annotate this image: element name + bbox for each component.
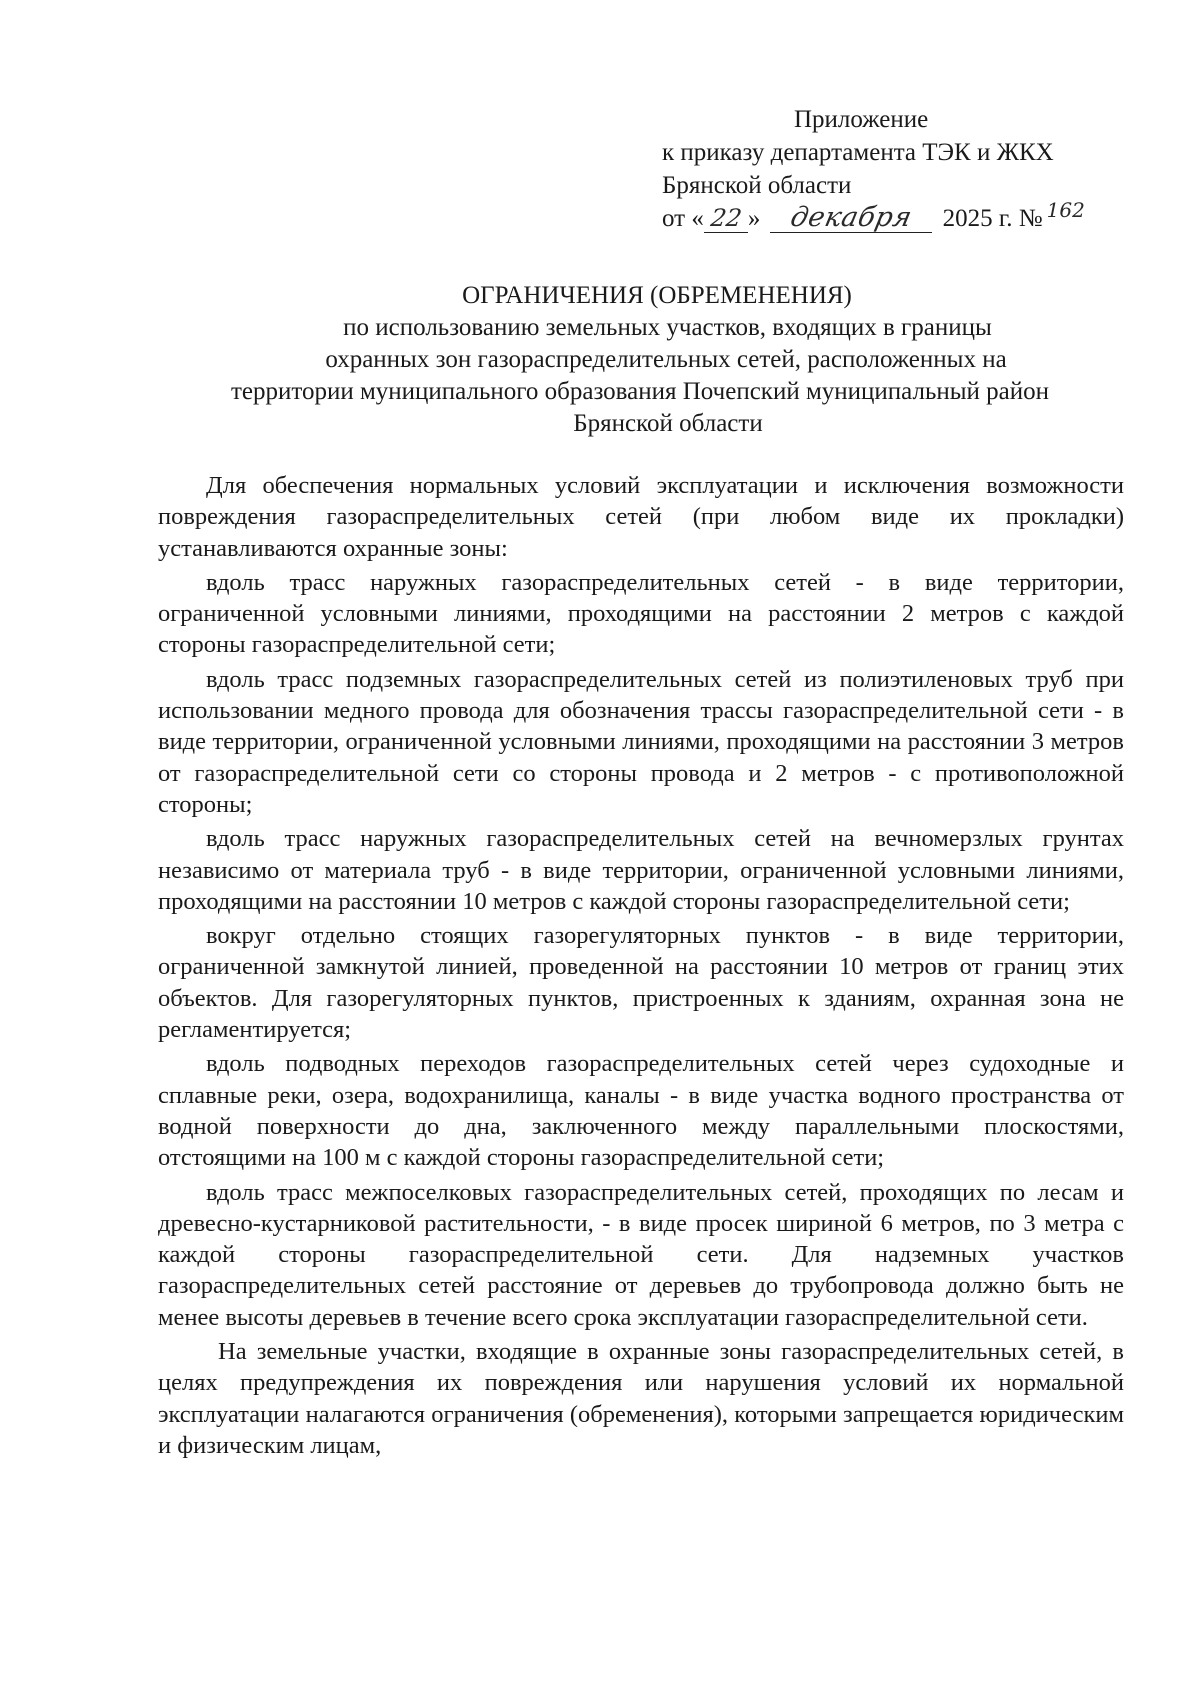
heading-subtitle-line-3: территории муниципального образования Почепский муниципальный район [230,378,1050,405]
document-body [158,470,1124,1464]
order-number-handwritten: 162 [1046,198,1085,222]
body-paragraph: На земельные участки, входящие в охранные зоны газораспределительных сетей, в целях предупреждения их повреждения или нарушения условий их нормальной эксплуатации налагаются ограничения (обременения), которыми запрещается юридическим и физическим лицам, [158,1338,1124,1459]
date-month-field [770,202,932,233]
date-day-handwritten: 22 [708,204,744,232]
body-paragraph: вокруг отдельно стоящих газорегуляторных пунктов - в виде территории, ограниченной замкнутой линией, проведенной на расстоянии 10 метров от границ этих объектов. Для газорегуляторных пунктов, пристроенных к зданиям, охранная зона не регламентируется; [158,922,1124,1044]
date-day-field [704,205,748,233]
date-prefix: от « [662,205,704,232]
appendix-label: Приложение [794,106,929,133]
appendix-date-line [662,198,1085,236]
date-year: 2025 г. № [942,205,1043,232]
document-heading [150,280,1130,440]
appendix-region: Брянской области [662,172,852,199]
body-paragraph: вдоль трасс наружных газораспределительных сетей на вечномерзлых грунтах независимо от материала труб - в виде территории, ограниченной условными линиями, проходящими на расстоянии 10 метров с каждой стороны газораспределительной сети; [158,825,1124,915]
heading-subtitle-line-2: охранных зон газораспределительных сетей, расположенных на [325,346,1007,373]
document-title: ОГРАНИЧЕНИЯ (ОБРЕМЕНЕНИЯ) [462,282,852,309]
appendix-header [662,103,1085,236]
date-month-handwritten: декабря [787,202,915,233]
date-mid: » [747,205,761,232]
body-paragraph: Для обеспечения нормальных условий эксплуатации и исключения возможности повреждения газораспределительных сетей (при любом виде их прокладки) устанавливаются охранные зоны: [158,472,1124,562]
body-paragraph: вдоль трасс наружных газораспределительных сетей - в виде территории, ограниченной условными линиями, проходящими на расстоянии 2 метров с каждой стороны газораспределительной сети; [158,568,1124,659]
heading-subtitle-line-1: по использованию земельных участков, входящих в границы [343,314,992,341]
heading-subtitle-line-4: Брянской области [573,410,763,437]
appendix-order-ref: к приказу департамента ТЭК и ЖКХ [662,139,1054,166]
body-paragraph: вдоль подводных переходов газораспределительных сетей через судоходные и сплавные реки, озера, водохранилища, каналы - в виде участка водного пространства от водной поверхности до дна, заключенного между параллельными плоскостями, отстоящими на 100 м с каждой стороны газораспределительной сети; [158,1050,1124,1172]
body-paragraph: вдоль трасс подземных газораспределительных сетей из полиэтиленовых труб при использовании медного провода для обозначения трассы газораспределительной сети - в виде территории, ограниченной условными линиями, проходящими на расстоянии 3 метров от газораспределительной сети со стороны провода и 2 метров - с противоположной стороны; [158,665,1124,818]
body-paragraph: вдоль трасс межпоселковых газораспределительных сетей, проходящих по лесам и древесно-кустарниковой растительности, - в виде просек шириной 6 метров, по 3 метра с каждой стороны газораспределительной сети. Для надземных участков газораспределительных сетей расстояние от деревьев до трубопровода должно быть не менее высоты деревьев в течение всего срока эксплуатации газораспределительной сети. [158,1178,1124,1331]
